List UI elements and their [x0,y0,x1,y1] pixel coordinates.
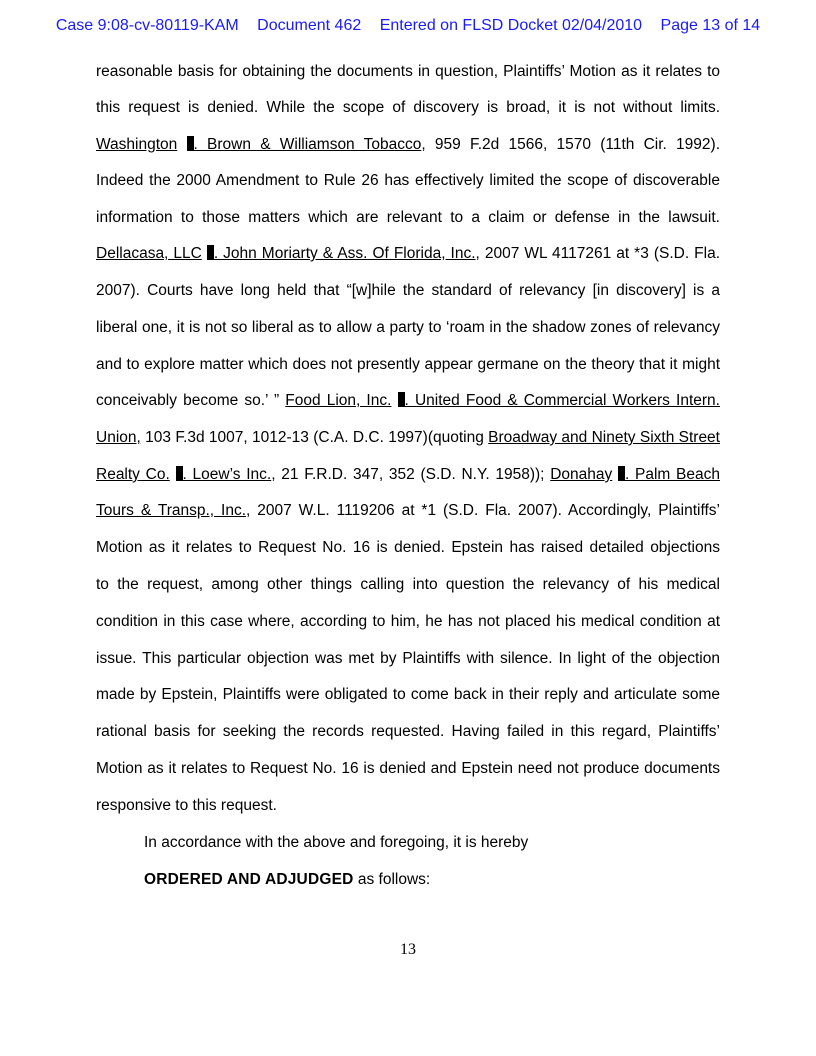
case-citation: Union, [96,429,141,446]
text-line [96,501,720,521]
case-citation: Realty Co. [96,466,170,483]
text-line: issue. This particular objection was met by Plaintiffs with silence. In light of the objection [96,650,720,667]
citation-text: , 959 F.2d 1566, 1570 (11th Cir. 1992). [421,136,721,153]
case-citation: Broadway and Ninety Sixth Street [488,429,720,446]
case-citation: Dellacasa, LLC [96,245,202,262]
redaction-mark [618,466,625,481]
text-line: made by Epstein, Plaintiffs were obligated to come back in their reply and articulate some [96,686,720,703]
text-line [96,465,720,485]
order-heading [144,870,720,890]
docket-header [0,17,816,35]
text-line: reasonable basis for obtaining the documents in question, Plaintiffs’ Motion as it relates to [96,63,720,80]
text-line: condition in this case where, according to him, he has not placed his medical condition at [96,613,720,630]
text-line: In accordance with the above and foregoing, it is hereby [144,834,529,851]
text-line: Indeed the 2000 Amendment to Rule 26 has effectively limited the scope of discoverable [96,172,720,189]
case-citation: . Palm Beach [624,466,720,483]
text-line: and to explore matter which does not presently appear germane on the theory that it might [96,356,720,373]
redaction-mark [176,466,183,481]
redaction-mark [398,392,405,407]
redaction-mark [187,136,194,151]
case-citation: Donahay [550,466,613,483]
citation-text: 103 F.3d 1007, 1012-13 (C.A. D.C. 1997)(quoting [140,429,489,446]
case-citation: Washington [96,136,178,153]
text-line: Motion as it relates to Request No. 16 is denied. Epstein has raised detailed objections [96,539,720,556]
case-citation: . United Food & Commercial Workers Intern. [404,392,720,409]
text-line: information to those matters which are relevant to a claim or defense in the lawsuit. [96,209,720,226]
case-citation: . Brown & Williamson Tobacco [193,136,422,153]
text-line [96,135,720,155]
order-heading-text: as follows: [353,871,431,888]
docket-entry: Entered on FLSD Docket 02/04/2010 [379,17,643,34]
case-citation: . John Moriarty & Ass. Of Florida, Inc. [213,245,476,262]
document-number: Document 462 [257,17,362,34]
text-line [96,428,720,448]
citation-text: , 2007 WL 4117261 at *3 (S.D. Fla. [475,245,721,262]
text-line: rational basis for seeking the records requested. Having failed in this regard, Plaintiffs’ [96,723,720,740]
citation-text: , 21 F.R.D. 347, 352 (S.D. N.Y. 1958)); [271,466,551,483]
text-line: this request is denied. While the scope of discovery is broad, it is not without limits. [96,99,720,116]
text-line: Motion as it relates to Request No. 16 is denied and Epstein need not produce documents [96,760,720,777]
text-line: to the request, among other things calling into question the relevancy of his medical [96,576,720,593]
text-line: responsive to this request. [96,797,277,814]
text-line [96,391,720,411]
case-citation: . Loew’s Inc. [182,466,272,483]
text-line: 2007). Courts have long held that “[w]hile the standard of relevancy [in discovery] is a [96,282,720,299]
text-line [96,244,720,264]
page-number: 13 [400,941,416,958]
redaction-mark [207,245,214,260]
case-citation: Tours & Transp., Inc. [96,502,247,519]
case-number: Case 9:08-cv-80119-KAM [55,17,239,34]
ordered-adjudged: ORDERED AND ADJUDGED [144,871,354,888]
case-citation: Food Lion, Inc. [285,392,392,409]
text-line: liberal one, it is not so liberal as to allow a party to ‘roam in the shadow zones of relevancy [96,319,720,336]
page-of: Page 13 of 14 [660,17,761,34]
citation-text: , 2007 W.L. 1119206 at *1 (S.D. Fla. 2007). Accordingly, Plaintiffs’ [246,502,720,519]
quote-text: conceivably become so.’ ” [96,392,280,409]
